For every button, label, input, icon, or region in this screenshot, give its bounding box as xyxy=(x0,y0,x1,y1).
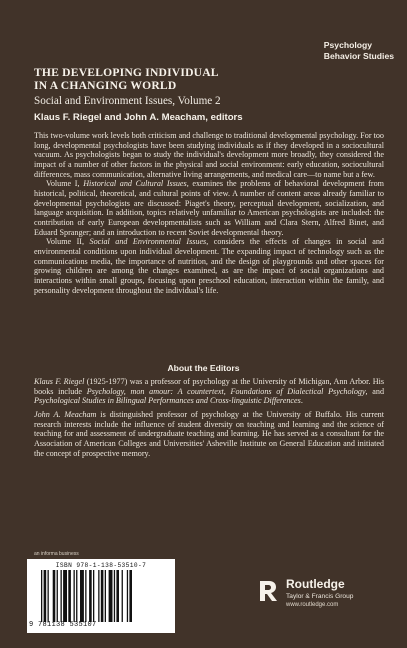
description-paragraph-1: This two-volume work levels both criticism and challenge to traditional developmental psychology. For too long, developmental psychologists have been studying individuals as if they developed in a sociocultural vacuum. As psychologists began to study the individual's development more broadly, they considered the impact of a number of other factors in the physical and social environment: early education, sociocultural differences, mass communication, alternative living arrangements, and medical care—to name but a few. xyxy=(34,131,384,179)
editors-bios xyxy=(34,377,384,462)
publisher-url: www.routledge.com xyxy=(286,602,339,608)
barcode-bar xyxy=(129,570,132,622)
riegel-book-3: Psychological Studies in Bilingual Performances and Cross-linguistic Differences xyxy=(34,396,301,406)
barcode-bar xyxy=(41,570,42,622)
p3-rest: , considers the effects of changes in social and environmental conditions upon individual development. The expanding impact of technology such as the communications media, the importance of nutrition, and the design of playgrounds and other spaces for growing children are among the changes examined, as are the impact of social organizations and interactions within small groups, focusing upon preschool education, interaction within the family, and personality development throughout the individual's life. xyxy=(34,237,384,295)
barcode-bar xyxy=(85,570,86,622)
volume-1-title: Historical and Cultural Issues xyxy=(83,179,187,189)
description-paragraph-2 xyxy=(34,179,384,237)
routledge-r-icon xyxy=(255,578,281,604)
about-editors-heading: About the Editors xyxy=(167,363,240,373)
riegel-text-c: , and xyxy=(365,386,385,396)
riegel-bio xyxy=(34,377,384,406)
riegel-text-d: . xyxy=(300,396,303,406)
barcode-bar xyxy=(80,570,84,622)
barcode-bar xyxy=(116,570,119,622)
informa-tagline: an informa business xyxy=(34,551,79,557)
riegel-book-2: Foundations of Dialectical Psychology xyxy=(230,386,366,396)
book-subtitle: Social and Environment Issues, Volume 2 xyxy=(34,95,221,107)
barcode-bar xyxy=(76,570,77,622)
barcode-bar xyxy=(44,570,47,622)
description-paragraph-3 xyxy=(34,237,384,295)
riegel-name: Klaus F. Riegel xyxy=(34,377,85,386)
barcode-bar xyxy=(109,570,113,622)
p3-start: Volume II, xyxy=(46,237,90,247)
riegel-text-a: (1925-1977) was a professor of psychology at the University of Michigan, Ann Arbor. His books include xyxy=(34,377,384,396)
p2-start: Volume I, xyxy=(46,179,84,189)
barcode-bar xyxy=(48,570,49,622)
volume-2-title: Social and Environmental Issues xyxy=(89,237,207,247)
barcode-bar xyxy=(114,570,115,622)
barcode-bar xyxy=(61,570,62,622)
barcode-bar xyxy=(105,570,106,622)
barcode-bar xyxy=(57,570,58,622)
meacham-name: John A. Meacham xyxy=(34,409,97,419)
publisher-name: Routledge xyxy=(286,577,345,591)
barcode-bar xyxy=(63,570,67,622)
barcode-bar xyxy=(53,570,56,622)
barcode-bar xyxy=(98,570,99,622)
barcode-bar xyxy=(122,570,123,622)
publisher-group: Taylor & Francis Group xyxy=(286,593,354,600)
barcode-bar xyxy=(127,570,128,622)
book-title xyxy=(34,66,294,92)
barcode-digits: 9 781138 535107 xyxy=(29,621,97,629)
barcode-bars xyxy=(41,570,165,622)
barcode-bar xyxy=(93,570,94,622)
category-line-1: Psychology xyxy=(323,40,373,50)
category-label xyxy=(324,40,394,62)
p2-rest: , examines the problems of behavioral development from historical, political, theoretical, and cultural points of view. A number of content areas already familiar to developmental psychologists are discussed: Piaget's theory, perceptual development, socialization, and language acquisition. In addition, topics relatively unfamiliar to American psychologists are included: the contribution of early European developmentalists such as William and Clara Stern, Alfred Binet, and Eduard Spranger; and an introduction to recent Soviet developmental theory. xyxy=(34,179,384,237)
isbn-number: ISBN 978-1-138-53510-7 xyxy=(55,562,147,569)
description xyxy=(34,131,384,295)
riegel-book-1: Psychology, mon amour: A countertext xyxy=(86,386,224,396)
barcode-bar xyxy=(89,570,92,622)
book-editors: Klaus F. Riegel and John A. Meacham, editors xyxy=(34,112,243,123)
barcode-bar xyxy=(74,570,75,622)
category-line-2: Behavior Studies xyxy=(323,51,394,61)
title-line-2: IN A CHANGING WORLD xyxy=(34,79,177,92)
title-line-1: THE DEVELOPING INDIVIDUAL xyxy=(34,66,219,79)
meacham-text: is distinguished professor of psychology at the University of Buffalo. His current research interests include the influence of student diversity on teaching and learning and the science of teaching for and assessment of undergraduate teaching and learning. He has served as a consultant for the Association of American Colleges and Universities' Asheville Institute on General Education and initiated the concept of prospective memory. xyxy=(34,409,384,458)
riegel-text-b: , xyxy=(223,386,231,396)
barcode-bar xyxy=(68,570,71,622)
meacham-bio xyxy=(34,410,384,458)
barcode-bar xyxy=(101,570,104,622)
isbn-barcode xyxy=(27,559,175,633)
